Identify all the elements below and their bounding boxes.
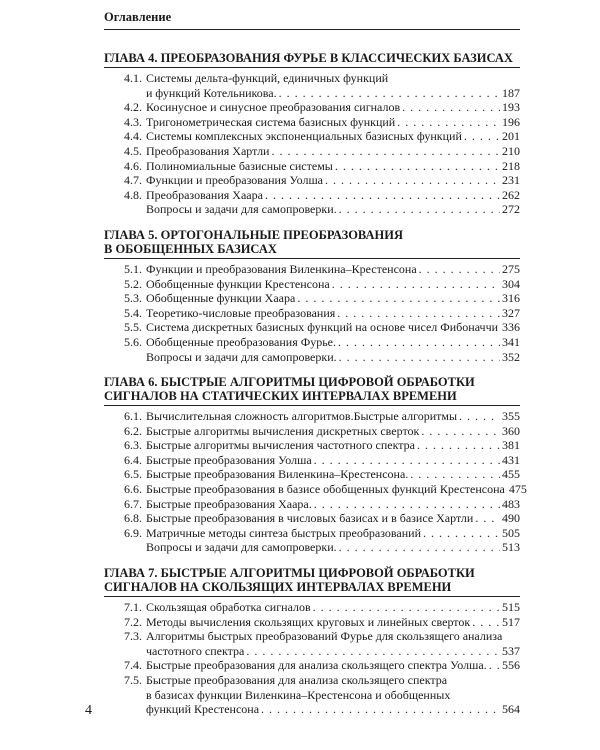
entry-leader-line — [146, 644, 520, 659]
dot-leader — [397, 115, 500, 130]
entry-title-line: Системы дельта-функций, единичных функций — [146, 71, 389, 85]
entry-leader-line — [146, 482, 527, 497]
entry-leader-line — [146, 453, 520, 468]
entry-title-line: Быстрые преобразования Виленкина–Крестенсона. — [146, 467, 409, 482]
entry-title-line: Система дискретных базисных функций на основе чисел Фибоначчи — [146, 320, 499, 335]
entry-leader-line — [146, 277, 520, 292]
toc-entry[interactable] — [104, 615, 520, 630]
entry-title-line: Быстрые преобразования в числовых базисах и в базисе Хартли — [146, 511, 474, 526]
entry-title-line: Быстрые алгоритмы вычисления дискретных сверток — [146, 423, 420, 438]
dot-leader — [246, 644, 500, 659]
entry-number: 4.3. — [124, 114, 142, 129]
entry-leader-line — [146, 144, 520, 159]
entry-body — [146, 291, 520, 306]
dot-leader — [472, 615, 500, 630]
entry-title-line: Системы комплексных экспоненциальных базисных функций — [146, 129, 462, 144]
entry-leader-line — [146, 658, 520, 673]
entry-number: 6.7. — [124, 496, 142, 511]
toc-entry[interactable] — [104, 350, 520, 365]
entry-body — [146, 188, 520, 203]
toc-entry[interactable] — [104, 424, 520, 439]
entry-number: 4.7. — [124, 173, 142, 188]
entry-leader-line — [146, 600, 520, 615]
entry-title-line: в базисах функции Виленкина–Крестенсона и обобщенных — [146, 687, 451, 702]
entry-body — [146, 453, 520, 468]
entry-title-line: Теоретико-числовые преобразования — [146, 305, 336, 320]
entry-number — [104, 540, 146, 555]
entry-title-line: Алгоритмы быстрых преобразований Фурье для скользящего анализа — [146, 629, 503, 644]
entry-page-number: 341 — [502, 334, 520, 349]
dot-leader — [423, 526, 500, 541]
chapter-title-line: ГЛАВА 6. БЫСТРЫЕ АЛГОРИТМЫ ЦИФРОВОЙ ОБРАБОТКИ — [104, 375, 475, 390]
entry-page-number: 262 — [502, 187, 520, 202]
entry-title-line: Быстрые алгоритмы вычисления частотного спектра — [146, 438, 415, 453]
entry-leader-line — [146, 159, 520, 174]
entry-leader-line — [146, 173, 520, 188]
entry-title-line: Быстрые преобразования для анализа скользящего спектра — [146, 673, 448, 687]
entry-body — [146, 115, 520, 130]
entry-body — [146, 159, 520, 174]
dot-leader — [313, 600, 500, 615]
entry-number: 6.5. — [124, 467, 142, 482]
entry-title-line: Вопросы и задачи для самопроверки. — [146, 202, 337, 217]
entry-body — [146, 173, 520, 188]
entry-number: 5.5. — [124, 320, 142, 335]
entry-leader-line — [146, 129, 520, 144]
entry-body — [146, 467, 520, 482]
entry-page-number: 455 — [502, 467, 520, 482]
entry-leader-line — [146, 702, 520, 717]
entry-page-number: 517 — [502, 614, 520, 629]
entry-leader-line — [146, 526, 520, 541]
entry-title-line: Матричные методы синтеза быстрых преобразований — [146, 525, 422, 540]
entry-title-line: Быстрые преобразования в базисе обобщенных функций Крестенсона — [146, 482, 505, 497]
toc-entry[interactable] — [104, 173, 520, 188]
dot-leader — [314, 453, 500, 468]
entry-body — [146, 600, 520, 615]
entry-page-number: 490 — [502, 511, 520, 526]
entry-leader-line — [146, 262, 520, 277]
entry-body — [146, 658, 520, 673]
entry-body — [146, 673, 520, 717]
entry-title-line: Тригонометрическая система базисных функций — [146, 114, 396, 129]
chapter-title-line: ГЛАВА 5. ОРТОГОНАЛЬНЫЕ ПРЕОБРАЗОВАНИЯ — [104, 227, 403, 242]
entry-body — [146, 277, 520, 292]
entry-number: 7.3. — [124, 629, 142, 644]
toc-entry[interactable] — [104, 658, 520, 673]
entry-leader-line — [146, 202, 520, 217]
toc-entry[interactable] — [104, 202, 520, 217]
entry-title-line: Быстрые преобразования Уолша — [146, 452, 312, 467]
entry-title-line: Обобщенные функции Хаара — [146, 291, 296, 306]
entry-number: 6.4. — [124, 452, 142, 467]
dot-leader — [332, 277, 500, 292]
entry-number: 4.6. — [124, 158, 142, 173]
dot-leader — [459, 409, 500, 424]
entry-page-number: 556 — [502, 658, 520, 673]
entry-page-number: 201 — [502, 129, 520, 144]
dot-leader — [417, 438, 500, 453]
entry-page-number: 336 — [502, 320, 521, 335]
toc-chapter — [104, 566, 520, 717]
entry-number — [104, 202, 146, 217]
entry-page-number: 193 — [502, 100, 520, 115]
entry-number: 7.2. — [124, 614, 142, 629]
entry-title-line: Скользящая обработка сигналов — [146, 600, 311, 615]
toc-entry[interactable] — [104, 540, 520, 555]
toc-entry[interactable] — [104, 320, 520, 335]
entry-page-number: 475 — [508, 482, 527, 497]
toc-chapter — [104, 375, 527, 555]
entry-page-number: 515 — [502, 600, 520, 615]
toc-entry[interactable] — [104, 159, 520, 174]
dot-leader — [339, 350, 500, 365]
entry-number: 5.3. — [124, 291, 142, 306]
chapter-title-line: ГЛАВА 7. БЫСТРЫЕ АЛГОРИТМЫ ЦИФРОВОЙ ОБРАБОТКИ — [104, 566, 475, 581]
entry-number: 6.2. — [124, 423, 142, 438]
chapter-title — [104, 375, 520, 406]
entry-number: 4.4. — [124, 129, 142, 144]
toc-entry[interactable] — [104, 71, 520, 100]
toc-entry[interactable] — [104, 262, 520, 277]
entry-leader-line — [146, 188, 520, 203]
entry-number: 4.5. — [124, 143, 142, 158]
entry-leader-line — [146, 438, 520, 453]
dot-leader — [410, 467, 500, 482]
entry-leader-line — [146, 409, 520, 424]
entry-leader-line — [146, 306, 520, 321]
entry-leader-line — [146, 335, 520, 350]
chapter-title — [104, 566, 520, 597]
entry-number: 6.6. — [124, 482, 142, 497]
entry-number: 5.2. — [124, 276, 142, 291]
entry-body — [146, 511, 520, 526]
entry-body — [146, 100, 520, 115]
header-title: Оглавление — [104, 10, 172, 24]
toc-entry[interactable] — [104, 129, 520, 144]
entry-title-line: функций Крестенсона — [146, 702, 260, 717]
toc-entry[interactable] — [104, 306, 520, 321]
dot-leader — [279, 86, 500, 101]
entry-leader-line — [146, 115, 520, 130]
entry-page-number: 210 — [502, 143, 520, 158]
entry-leader-line — [146, 540, 520, 555]
toc-entry[interactable] — [104, 277, 520, 292]
entry-body — [146, 497, 520, 512]
entry-page-number: 483 — [502, 496, 520, 511]
entry-leader-line — [146, 511, 520, 526]
chapter-title-line: СИГНАЛОВ НА СКОЛЬЗЯЩИХ ИНТЕРВАЛАХ ВРЕМЕНИ — [104, 580, 452, 595]
dot-leader — [325, 173, 500, 188]
chapter-title-line: СИГНАЛОВ НА СТАТИЧЕСКИХ ИНТЕРВАЛАХ ВРЕМЕНИ — [104, 389, 457, 404]
entry-page-number: 360 — [502, 423, 520, 438]
dot-leader — [337, 306, 500, 321]
table-of-contents — [104, 51, 527, 728]
dot-leader — [338, 335, 500, 350]
toc-entry[interactable] — [104, 453, 520, 468]
dot-leader — [421, 424, 500, 439]
dot-leader — [475, 511, 500, 526]
entry-body — [146, 540, 520, 555]
toc-entry[interactable] — [104, 629, 520, 658]
entry-number: 6.9. — [124, 525, 142, 540]
entry-body — [146, 424, 520, 439]
entry-number — [104, 350, 146, 365]
entry-body — [146, 202, 520, 217]
entry-leader-line — [146, 100, 520, 115]
entry-title-line: Преобразования Хаара — [146, 187, 263, 202]
entry-leader-line — [146, 424, 520, 439]
dot-leader — [261, 702, 500, 717]
entry-title-line: Косинусное и синусное преобразования сигналов — [146, 100, 401, 115]
entry-number: 6.1. — [124, 409, 142, 424]
entry-number: 6.8. — [124, 511, 142, 526]
entry-page-number: 327 — [502, 305, 520, 320]
entry-page-number: 505 — [502, 525, 520, 540]
dot-leader — [271, 144, 500, 159]
dot-leader — [335, 159, 500, 174]
toc-entry[interactable] — [104, 438, 520, 453]
entry-title-line: и функций Котельникова. — [146, 85, 277, 100]
entry-body — [146, 526, 520, 541]
entry-title-line: частотного спектра — [146, 643, 245, 658]
dot-leader — [419, 262, 500, 277]
entry-title-line: Быстрые преобразования Хаара. — [146, 496, 312, 511]
entry-number: 7.4. — [124, 658, 142, 673]
entry-page-number: 231 — [502, 173, 520, 188]
entry-body — [146, 306, 520, 321]
toc-entry[interactable] — [104, 526, 520, 541]
entry-body — [146, 350, 520, 365]
toc-entry[interactable] — [104, 291, 520, 306]
entry-body — [146, 629, 520, 658]
entry-title-line: Обобщенные преобразования Фурье. — [146, 334, 337, 349]
toc-entry[interactable] — [104, 467, 520, 482]
entry-page-number: 352 — [502, 349, 520, 364]
dot-leader — [402, 100, 500, 115]
entry-page-number: 564 — [502, 702, 520, 717]
entry-page-number: 218 — [502, 158, 520, 173]
toc-entry[interactable] — [104, 144, 520, 159]
entry-title-line: Быстрые преобразования для анализа скользящего спектра Уолша. — [146, 658, 487, 673]
toc-entry[interactable] — [104, 482, 527, 497]
entry-body — [146, 71, 520, 100]
page-number: 4 — [85, 703, 92, 718]
entry-number: 4.1. — [124, 71, 142, 85]
entry-title-line: Обобщенные функции Крестенсона — [146, 276, 330, 291]
toc-entry[interactable] — [104, 673, 520, 717]
entry-title-line: Методы вычисления скользящих круговых и линейных сверток — [146, 614, 471, 629]
entry-leader-line — [146, 86, 520, 101]
chapter-title-line: В ОБОБЩЕННЫХ БАЗИСАХ — [104, 241, 277, 256]
entry-leader-line — [146, 497, 520, 512]
entry-number: 4.2. — [124, 100, 142, 115]
entry-body — [146, 615, 520, 630]
dot-leader — [265, 188, 500, 203]
toc-entry[interactable] — [104, 600, 520, 615]
toc-chapter — [104, 228, 520, 364]
toc-entry[interactable] — [104, 497, 520, 512]
chapter-title — [104, 228, 520, 259]
toc-chapter — [104, 51, 520, 217]
dot-leader — [314, 497, 500, 512]
entry-title-line: Вопросы и задачи для самопроверки. — [146, 349, 337, 364]
toc-entry[interactable] — [104, 188, 520, 203]
entry-page-number: 304 — [502, 276, 520, 291]
entry-body — [146, 129, 520, 144]
entry-title-line: Вопросы и задачи для самопроверки. — [146, 540, 337, 555]
entry-page-number: 275 — [502, 261, 520, 276]
entry-number: 5.1. — [124, 261, 142, 276]
entry-title-line: Вычислительная сложность алгоритмов.Быстрые алгоритмы — [146, 409, 458, 424]
entry-title-line: Полиномиальные базисные системы — [146, 158, 333, 173]
entry-page-number: 316 — [502, 291, 520, 306]
entry-leader-line — [146, 291, 520, 306]
entry-page-number: 381 — [502, 438, 520, 453]
dot-leader — [297, 291, 500, 306]
entry-page-number: 196 — [502, 114, 520, 129]
entry-number: 7.5. — [124, 673, 142, 687]
entry-body — [146, 262, 520, 277]
entry-number: 4.8. — [124, 187, 142, 202]
entry-body — [146, 320, 520, 335]
entry-page-number: 537 — [502, 643, 520, 658]
entry-number: 5.6. — [124, 334, 142, 349]
chapter-title-line: ГЛАВА 4. ПРЕОБРАЗОВАНИЯ ФУРЬЕ В КЛАССИЧЕСКИХ БАЗИСАХ — [104, 51, 513, 65]
entry-leader-line — [146, 615, 520, 630]
dot-leader — [339, 540, 500, 555]
entry-leader-line — [146, 467, 520, 482]
entry-page-number: 513 — [502, 540, 520, 555]
entry-leader-line — [146, 350, 520, 365]
entry-number: 5.4. — [124, 305, 142, 320]
toc-entry[interactable] — [104, 115, 520, 130]
entry-page-number: 431 — [502, 452, 520, 467]
toc-entry[interactable] — [104, 511, 520, 526]
entry-page-number: 187 — [502, 85, 520, 100]
entry-leader-line — [146, 320, 520, 335]
entry-body — [146, 409, 520, 424]
entry-page-number: 272 — [502, 202, 520, 217]
entry-number: 7.1. — [124, 600, 142, 615]
dot-leader — [339, 202, 500, 217]
entry-title-line: Преобразования Хартли — [146, 143, 270, 158]
dot-leader — [489, 658, 500, 673]
chapter-title — [104, 51, 520, 68]
entry-number: 6.3. — [124, 438, 142, 453]
entry-body — [146, 335, 520, 350]
toc-entry[interactable] — [104, 335, 520, 350]
running-header — [104, 10, 520, 30]
entry-page-number: 355 — [502, 409, 520, 424]
dot-leader — [464, 129, 500, 144]
entry-body — [146, 482, 527, 497]
entry-title-line: Функции и преобразования Уолша — [146, 173, 324, 188]
entry-body — [146, 144, 520, 159]
toc-entry[interactable] — [104, 100, 520, 115]
entry-title-line: Функции и преобразования Виленкина–Крестенсона — [146, 261, 417, 276]
toc-entry[interactable] — [104, 409, 520, 424]
entry-body — [146, 438, 520, 453]
